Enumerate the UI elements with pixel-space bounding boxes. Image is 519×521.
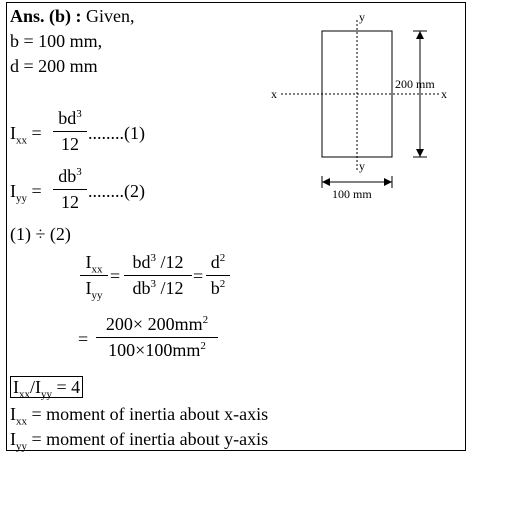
width-label: 100 mm [332, 187, 372, 201]
ratio-mid-den-a: db [132, 278, 151, 298]
def-yy-I: I [10, 429, 16, 449]
def-xx-text: = moment of inertia about x-axis [27, 404, 269, 424]
ratio-right-den-sup: 2 [219, 278, 226, 290]
eq1-equals: = [31, 123, 42, 143]
eq2-equals: = [31, 181, 42, 201]
eq2-tag: ........(2) [88, 181, 145, 201]
definition-yy [10, 429, 269, 453]
given-d: d = 200 mm [10, 56, 98, 76]
division-line: (1) ÷ (2) [10, 224, 71, 244]
calc-num-sup: 2 [202, 314, 209, 326]
eq1-den: 12 [61, 134, 79, 154]
x-axis-right-label: x [441, 87, 447, 101]
eq2-lhs [10, 181, 42, 205]
eq2-sub: yy [16, 192, 27, 205]
eq2-num: db [58, 166, 77, 186]
height-arrow-up [416, 31, 424, 39]
ratio-right-den: b [210, 278, 220, 298]
ratio-num-sub: xx [91, 263, 103, 276]
ratio-mid-den-b: /12 [155, 278, 184, 298]
ratio-eq-2: = [193, 266, 204, 286]
eq1-fraction [53, 108, 87, 155]
eq1-sub: xx [16, 134, 27, 147]
width-arrow-right [384, 178, 392, 186]
definition-xx [10, 404, 269, 428]
eq2-num-sup: 3 [76, 166, 82, 178]
eq2-den: 12 [61, 192, 79, 212]
calc-den-sup: 2 [200, 340, 206, 352]
ratio-mid-den-sup: 3 [150, 278, 156, 290]
result-box [10, 377, 83, 401]
ratio-right-num: d [210, 252, 220, 272]
calc-fraction [96, 314, 218, 361]
eq2-I: I [10, 181, 16, 201]
ratio-mid-num-sup: 3 [150, 252, 156, 264]
ratio-mid-num-b: /12 [155, 252, 184, 272]
eq2-fraction [53, 166, 87, 213]
answer-label: Ans. (b) : [10, 6, 82, 26]
eq1-num: bd [58, 108, 77, 128]
ratio-right-num-sup: 2 [219, 252, 226, 264]
calc-num: 200× 200mm [105, 314, 203, 334]
ratio-right-fraction [206, 252, 230, 299]
given-label: Given, [86, 6, 135, 26]
eq1-num-sup: 3 [76, 108, 82, 120]
height-label: 200 mm [395, 77, 435, 91]
ratio-mid-fraction [124, 252, 192, 299]
ratio-num-I: I [85, 252, 92, 272]
result-I: I [13, 377, 19, 397]
ratio-eq-1: = [110, 266, 121, 286]
width-arrow-left [322, 178, 330, 186]
result-sub-b: yy [41, 388, 52, 401]
ratio-den-sub: yy [91, 289, 103, 302]
eq1-I: I [10, 123, 16, 143]
calc-eq: = [78, 329, 89, 349]
answer-header [10, 6, 135, 26]
eq1-tag: ........(1) [88, 123, 145, 143]
result-slash: /I [30, 377, 41, 397]
ratio-den-I: I [85, 278, 92, 298]
result-value: = 4 [52, 377, 81, 397]
ratio-left-fraction [80, 252, 108, 302]
def-xx-sub: xx [16, 415, 27, 428]
section-figure [265, 8, 465, 203]
height-arrow-down [416, 149, 424, 157]
def-yy-text: = moment of inertia about y-axis [27, 429, 269, 449]
def-xx-I: I [10, 404, 16, 424]
ratio-mid-num-a: bd [132, 252, 151, 272]
y-axis-top-label: y [359, 10, 365, 24]
y-axis-bottom-label: y [359, 159, 365, 173]
given-b: b = 100 mm, [10, 31, 103, 51]
result-sub-a: xx [19, 388, 30, 401]
calc-den: 100×100mm [108, 340, 201, 360]
def-yy-sub: yy [16, 440, 27, 453]
x-axis-left-label: x [271, 87, 277, 101]
eq1-lhs [10, 123, 42, 147]
